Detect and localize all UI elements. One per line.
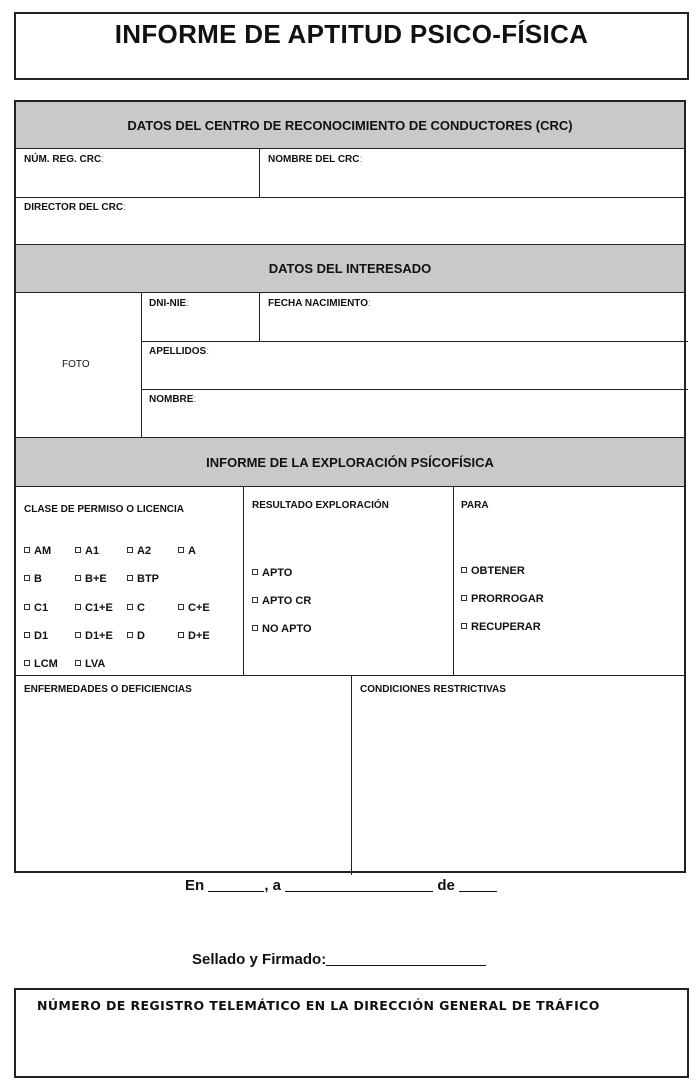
checkbox-am[interactable]: AM (24, 545, 51, 557)
divider (141, 293, 142, 437)
resultado-exploracion-label: RESULTADO EXPLORACIÓN (252, 500, 389, 511)
exploracion-section-header: INFORME DE LA EXPLORACIÓN PSÍCOFÍSICA (16, 438, 684, 487)
registro-label: NÚMERO DE REGISTRO TELEMÁTICO EN LA DIRECCIÓN GENERAL DE TRÁFICO (37, 998, 600, 1013)
checkbox-prorrogar[interactable]: PRORROGAR (461, 593, 544, 605)
signature-line (192, 951, 486, 968)
num-reg-crc-label: NÚM. REG. CRC: (24, 154, 105, 165)
date-line (185, 877, 497, 894)
place-field[interactable] (208, 878, 264, 892)
nombre-crc-label: NOMBRE DEL CRC: (268, 154, 363, 165)
form-grid (14, 100, 686, 873)
checkbox-d1-e[interactable]: D1+E (75, 630, 113, 642)
checkbox-lcm[interactable]: LCM (24, 658, 58, 670)
a-label: , a (264, 877, 282, 894)
en-label: En (185, 877, 205, 894)
date-field[interactable] (285, 878, 433, 892)
checkbox-obtener[interactable]: OBTENER (461, 565, 525, 577)
checkbox-apto-cr[interactable]: APTO CR (252, 595, 311, 607)
dni-nie-label: DNI-NIE: (149, 298, 190, 309)
checkbox-c1[interactable]: C1 (24, 602, 48, 614)
checkbox-b[interactable]: B (24, 573, 42, 585)
checkbox-d[interactable]: D (127, 630, 145, 642)
divider (351, 675, 352, 875)
checkbox-apto[interactable]: APTO (252, 567, 292, 579)
checkbox-c-e[interactable]: C+E (178, 602, 210, 614)
checkbox-d-e[interactable]: D+E (178, 630, 210, 642)
clase-permiso-label: CLASE DE PERMISO O LICENCIA (24, 504, 185, 515)
checkbox-a2[interactable]: A2 (127, 545, 151, 557)
checkbox-c1-e[interactable]: C1+E (75, 602, 113, 614)
checkbox-a1[interactable]: A1 (75, 545, 99, 557)
de-label: de (437, 877, 455, 894)
sellado-label: Sellado y Firmado: (192, 951, 327, 968)
document-title: INFORME DE APTITUD PSICO-FÍSICA (114, 19, 589, 49)
checkbox-recuperar[interactable]: RECUPERAR (461, 621, 541, 633)
fecha-nacimiento-label: FECHA NACIMIENTO: (268, 298, 371, 309)
nombre-label: NOMBRE: (149, 394, 197, 405)
signature-field[interactable] (326, 952, 486, 966)
checkbox-c[interactable]: C (127, 602, 145, 614)
foto-label: FOTO (62, 359, 90, 370)
interesado-section-header: DATOS DEL INTERESADO (16, 245, 684, 293)
director-crc-label: DIRECTOR DEL CRC: (24, 202, 126, 213)
enfermedades-label: ENFERMEDADES O DEFICIENCIAS (24, 684, 192, 695)
divider (16, 675, 684, 676)
divider (453, 487, 454, 675)
divider (259, 149, 260, 197)
divider (16, 197, 684, 198)
para-label: PARA (461, 500, 489, 511)
checkbox-lva[interactable]: LVA (75, 658, 105, 670)
checkbox-d1[interactable]: D1 (24, 630, 48, 642)
divider (243, 487, 244, 675)
divider (141, 389, 688, 390)
registro-box (14, 988, 689, 1078)
divider (141, 341, 688, 342)
crc-section-header: DATOS DEL CENTRO DE RECONOCIMIENTO DE CONDUCTORES (CRC) (16, 102, 684, 149)
checkbox-b-e[interactable]: B+E (75, 573, 107, 585)
apellidos-label: APELLIDOS: (149, 346, 210, 357)
divider (259, 293, 260, 341)
year-field[interactable] (459, 878, 497, 892)
title-box (14, 12, 689, 80)
checkbox-btp[interactable]: BTP (127, 573, 159, 585)
checkbox-a[interactable]: A (178, 545, 196, 557)
condiciones-label: CONDICIONES RESTRICTIVAS (360, 684, 506, 695)
checkbox-no-apto[interactable]: NO APTO (252, 623, 312, 635)
